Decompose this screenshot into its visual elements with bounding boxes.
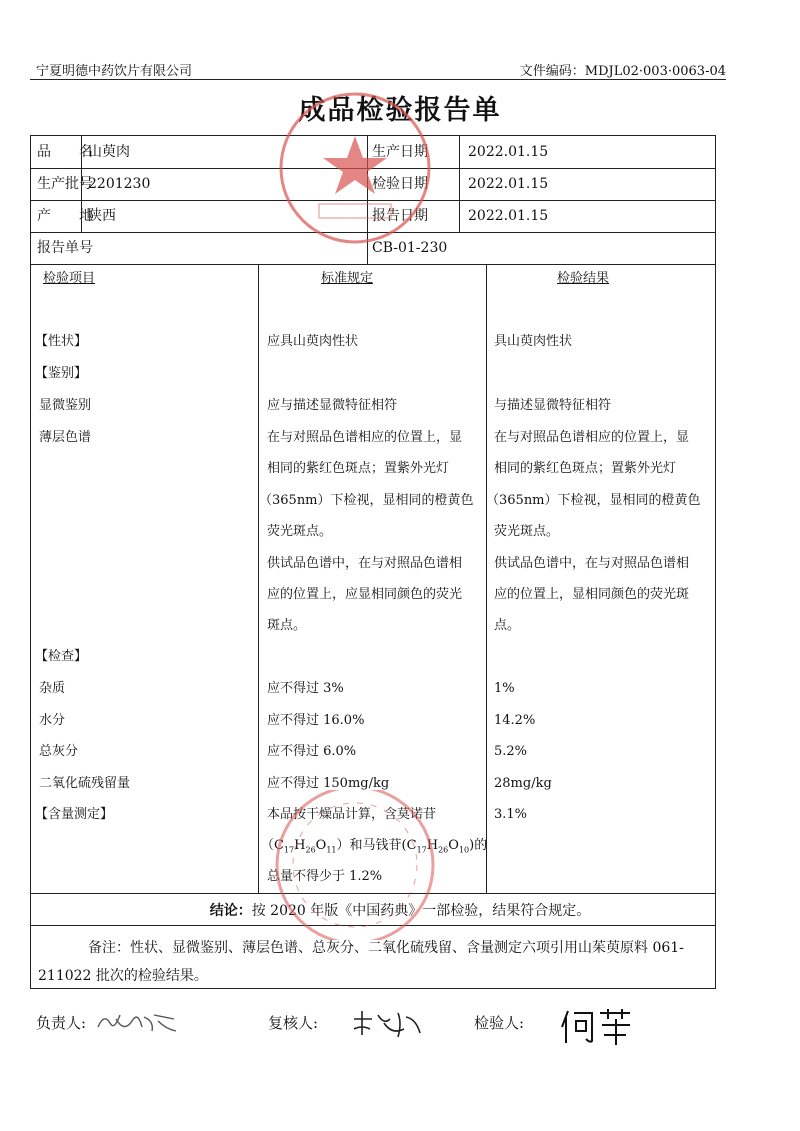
inspection-stamp bbox=[270, 790, 440, 940]
report-date-value: 2022.01.15 bbox=[468, 208, 549, 224]
origin-label: 产 地 bbox=[37, 208, 93, 224]
res-bocen-line: 供试品色谱中，在与对照品色谱相 bbox=[494, 556, 690, 571]
item-jiancha: 【检查】 bbox=[35, 649, 88, 664]
res-bocen-line: 荧光斑点。 bbox=[494, 524, 560, 539]
col-divider bbox=[459, 136, 460, 232]
std-xianwei: 应与描述显微特征相符 bbox=[267, 398, 398, 413]
item-shuifen: 水分 bbox=[39, 713, 66, 728]
res-bocen-line: 点。 bbox=[494, 618, 521, 633]
production-date-label: 生产日期 bbox=[372, 144, 428, 160]
res-bocen-line: 应的位置上，显相同颜色的荧光斑 bbox=[494, 587, 690, 602]
report-date-label: 报告日期 bbox=[372, 208, 428, 224]
responsible-label: 负责人: bbox=[36, 1014, 87, 1032]
res-hanliang: 3.1% bbox=[494, 807, 528, 822]
item-jianbie: 【鉴别】 bbox=[35, 366, 88, 381]
std-bocen-line: 应的位置上，应显相同颜色的荧光 bbox=[267, 587, 463, 602]
item-zazhi: 杂质 bbox=[39, 681, 66, 696]
production-date-value: 2022.01.15 bbox=[468, 144, 549, 160]
header-divider bbox=[30, 79, 726, 80]
std-hanliang-line1: 本品按干燥品计算，含莫诺苷 bbox=[267, 807, 437, 822]
document-code: 文件编码：MDJL02·003·0063-04 bbox=[519, 64, 726, 79]
company-name: 宁夏明德中药饮片有限公司 bbox=[36, 64, 193, 79]
conclusion-label: 结论： bbox=[209, 903, 252, 919]
conclusion-text: 按 2020 年版《中国药典》一部检验，结果符合规定。 bbox=[251, 903, 591, 919]
batch-value: 2201230 bbox=[88, 176, 151, 192]
res-xianwei: 与描述显微特征相符 bbox=[494, 398, 612, 413]
std-hanliang-line3: 总量不得少于 1.2% bbox=[267, 869, 383, 884]
std-bocen-line: 斑点。 bbox=[267, 618, 307, 633]
std-xingzhuang: 应具山萸肉性状 bbox=[267, 334, 359, 349]
inspector-signature bbox=[558, 1005, 638, 1047]
item-hanliang: 【含量测定】 bbox=[35, 807, 114, 822]
column-header-standard: 标准规定 bbox=[321, 271, 374, 286]
responsible-signature bbox=[92, 1005, 184, 1041]
inspector-label: 检验人: bbox=[474, 1014, 525, 1032]
remarks: 备注：性状、显微鉴别、薄层色谱、总灰分、二氧化硫残留、含量测定六项引用山茱萸原料 061-211022 批次的检验结果。 bbox=[38, 940, 684, 984]
reviewer-label: 复核人: bbox=[268, 1014, 319, 1032]
report-number-value: CB-01-230 bbox=[372, 240, 448, 256]
res-bocen-line: （365nm）下检视，显相同的橙黄色 bbox=[486, 493, 701, 508]
reviewer-signature bbox=[348, 1005, 428, 1043]
origin-value: 陕西 bbox=[88, 208, 116, 224]
item-so2: 二氧化硫残留量 bbox=[39, 776, 131, 791]
res-so2: 28mg/kg bbox=[494, 776, 552, 791]
inspection-date-label: 检验日期 bbox=[372, 176, 428, 192]
page-title: 成品检验报告单 bbox=[298, 95, 502, 126]
row-divider bbox=[31, 264, 715, 265]
item-xianwei: 显微鉴别 bbox=[39, 398, 92, 413]
std-bocen-line: 相同的紫红色斑点；置紫外光灯 bbox=[267, 461, 450, 476]
column-header-result: 检验结果 bbox=[557, 271, 610, 286]
std-bocen-line: 在与对照品色谱相应的位置上，显 bbox=[267, 430, 463, 445]
quality-department-stamp bbox=[275, 88, 435, 248]
res-shuifen: 14.2% bbox=[494, 713, 536, 728]
inspection-date-value: 2022.01.15 bbox=[468, 176, 549, 192]
res-bocen-line: 在与对照品色谱相应的位置上，显 bbox=[494, 430, 690, 445]
name-value: 山萸肉 bbox=[88, 144, 130, 160]
name-label: 品 名 bbox=[37, 144, 93, 160]
std-bocen-line: 荧光斑点。 bbox=[267, 524, 333, 539]
item-bocen: 薄层色谱 bbox=[39, 430, 92, 445]
std-shuifen: 应不得过 16.0% bbox=[267, 713, 365, 728]
std-bocen-line: （365nm）下检视，显相同的橙黄色 bbox=[259, 493, 474, 508]
batch-label: 生产批号 bbox=[37, 176, 93, 192]
col-divider bbox=[258, 264, 259, 893]
column-header-item: 检验项目 bbox=[43, 271, 96, 286]
std-zonghui: 应不得过 6.0% bbox=[267, 744, 357, 759]
report-number-label: 报告单号 bbox=[37, 240, 93, 256]
col-divider bbox=[486, 264, 487, 893]
res-xingzhuang: 具山萸肉性状 bbox=[494, 334, 573, 349]
res-zonghui: 5.2% bbox=[494, 744, 528, 759]
item-zonghui: 总灰分 bbox=[39, 744, 79, 759]
res-zazhi: 1% bbox=[494, 681, 515, 696]
std-hanliang-line2: $(C_{17}H_{26}O_{11})$和马钱苷$(C_{17}H_{26}O_{10})$的 bbox=[261, 838, 488, 855]
res-bocen-line: 相同的紫红色斑点；置紫外光灯 bbox=[494, 461, 677, 476]
item-xingzhuang: 【性状】 bbox=[35, 334, 88, 349]
std-zazhi: 应不得过 3% bbox=[267, 681, 344, 696]
std-so2: 应不得过 150mg/kg bbox=[267, 776, 390, 791]
std-bocen-line: 供试品色谱中，在与对照品色谱相 bbox=[267, 556, 463, 571]
